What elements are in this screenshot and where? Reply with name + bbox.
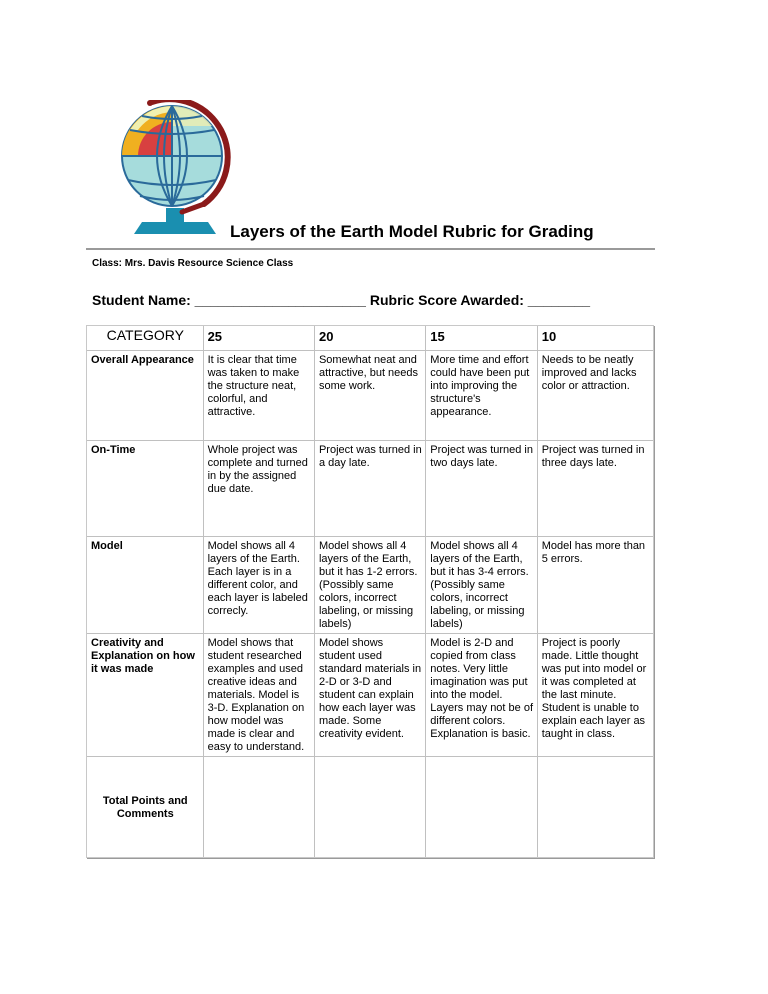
student-name-line[interactable]: Student Name: ______________________ Rubric Score Awarded: ________ <box>92 292 591 308</box>
header-20: 20 <box>315 326 426 351</box>
rubric-cell: Whole project was complete and turned in by the assigned due date. <box>204 441 315 537</box>
document-title: Layers of the Earth Model Rubric for Grading <box>230 222 594 241</box>
rubric-cell[interactable] <box>204 757 315 857</box>
class-line: Class: Mrs. Davis Resource Science Class <box>92 258 294 269</box>
table-row <box>87 537 653 634</box>
rubric-cell: Project was turned in a day late. <box>315 441 426 537</box>
rubric-cell: Model shows all 4 layers of the Earth, but it has 3-4 errors. (Possibly same colors, incorrect labeling, or missing labels) <box>426 537 537 634</box>
table-row <box>87 757 653 857</box>
rubric-cell: Somewhat neat and attractive, but needs some work. <box>315 351 426 441</box>
rubric-cell[interactable] <box>538 757 653 857</box>
rubric-cell: Project was turned in two days late. <box>426 441 537 537</box>
rubric-cell: Model is 2-D and copied from class notes. Very little imagination was put into the model. Layers may not be of different colors. Explanation is basic. <box>426 634 537 757</box>
rubric-cell: Model shows that student researched examples and used creative ideas and materials. Model is 3-D. Explanation on how model was made is clear and easy to understand. <box>204 634 315 757</box>
rubric-cell: Needs to be neatly improved and lacks color or attraction. <box>538 351 653 441</box>
title-divider <box>86 248 655 250</box>
rubric-cell: Model shows student used standard materials in 2-D or 3-D and student can explain how each layer was made. Some creativity evident. <box>315 634 426 757</box>
row-category: On-Time <box>87 441 204 537</box>
row-category: Total Points and Comments <box>87 757 204 857</box>
rubric-cell[interactable] <box>315 757 426 857</box>
table-row <box>87 441 653 537</box>
row-category: Creativity and Explanation on how it was made <box>87 634 204 757</box>
table-header-row <box>87 326 653 351</box>
globe-icon <box>112 100 247 235</box>
header-25: 25 <box>204 326 315 351</box>
rubric-cell: Project is poorly made. Little thought was put into model or it was completed at the last minute. Student is unable to explain each layer as taught in class. <box>538 634 653 757</box>
header-category: CATEGORY <box>87 326 204 351</box>
header-10: 10 <box>538 326 653 351</box>
row-category: Overall Appearance <box>87 351 204 441</box>
table-row <box>87 634 653 757</box>
rubric-table <box>86 325 654 858</box>
rubric-cell: It is clear that time was taken to make the structure neat, colorful, and attractive. <box>204 351 315 441</box>
rubric-cell: Model shows all 4 layers of the Earth, but it has 1-2 errors. (Possibly same colors, incorrect labeling, or missing labels) <box>315 537 426 634</box>
rubric-cell: Project was turned in three days late. <box>538 441 653 537</box>
rubric-cell: Model has more than 5 errors. <box>538 537 653 634</box>
rubric-cell[interactable] <box>426 757 537 857</box>
rubric-cell: Model shows all 4 layers of the Earth. Each layer is in a different color, and each layer is labeled correcly. <box>204 537 315 634</box>
row-category: Model <box>87 537 204 634</box>
header-15: 15 <box>426 326 537 351</box>
table-row <box>87 351 653 441</box>
rubric-cell: More time and effort could have been put into improving the structure's appearance. <box>426 351 537 441</box>
